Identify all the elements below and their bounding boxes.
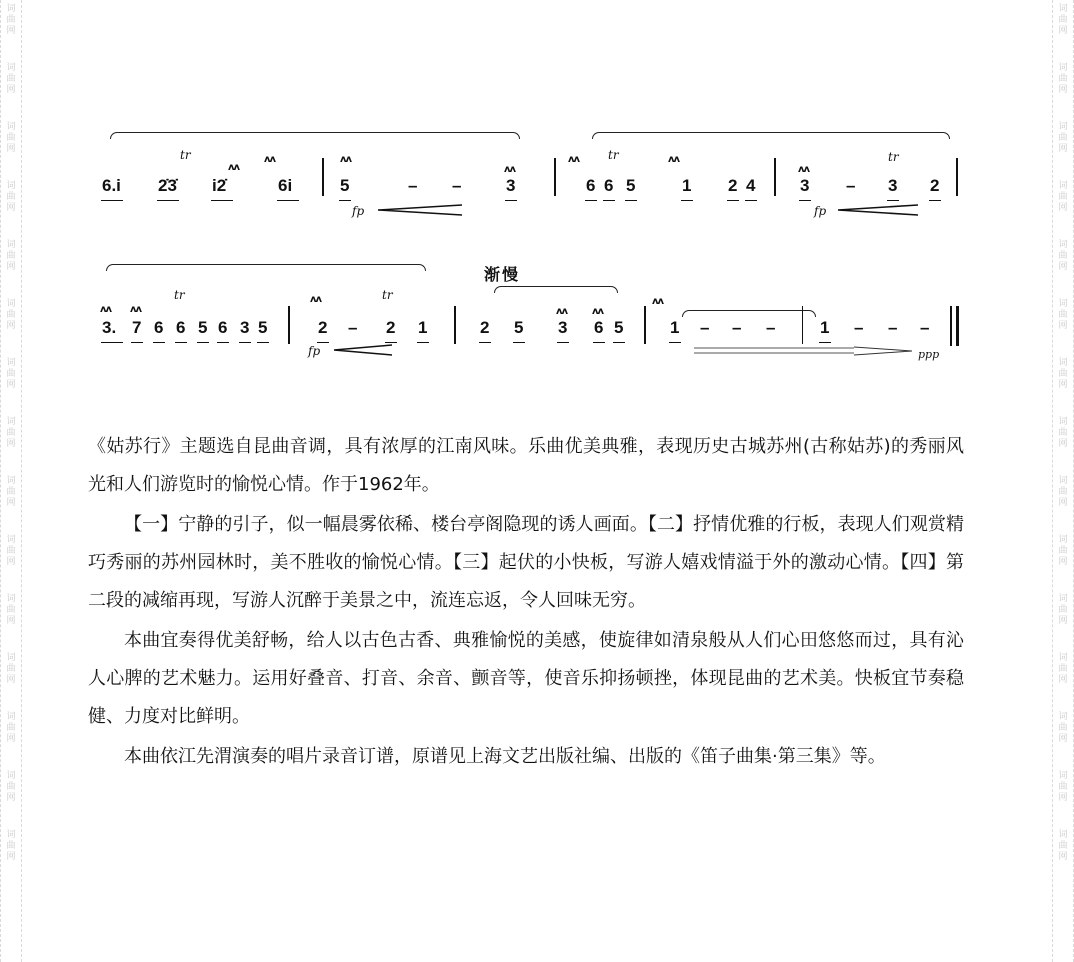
dynamic-fp: fp xyxy=(814,204,827,218)
note: 6 xyxy=(176,318,186,337)
watermark-mark: 词 曲 网 xyxy=(6,240,16,272)
beam-underline xyxy=(479,342,491,343)
description-text xyxy=(88,428,964,778)
beam-underline xyxy=(153,342,165,343)
beam-underline xyxy=(317,342,329,343)
note: 3 xyxy=(888,176,898,195)
note: – xyxy=(766,318,776,337)
note: 5 xyxy=(258,318,268,337)
left-watermark-strip xyxy=(0,0,22,962)
beam-underline xyxy=(819,342,831,343)
beam-underline xyxy=(417,342,429,343)
beam-underline xyxy=(613,342,625,343)
beam-underline xyxy=(603,200,615,201)
mordent-icon: ʌʌ xyxy=(130,304,142,315)
note: 5 xyxy=(198,318,208,337)
mordent-icon: ʌʌ xyxy=(264,154,276,165)
watermark-mark: 词 曲 网 xyxy=(1058,594,1068,626)
score-line-2 xyxy=(90,256,970,371)
trill-mark: tr xyxy=(888,150,899,164)
note: 3. xyxy=(102,318,117,337)
note: 6.i xyxy=(102,176,121,195)
watermark-mark: 词 曲 网 xyxy=(1058,712,1068,744)
note: 6 xyxy=(154,318,164,337)
paragraph-source: 本曲依江先渭演奏的唱片录音订谱，原谱见上海文艺出版社编、出版的《笛子曲集·第三集》等。 xyxy=(124,746,886,767)
note: 6 xyxy=(604,176,614,195)
note: 2̇3̇ xyxy=(158,176,177,195)
note: 2 xyxy=(728,176,738,195)
note: 6 xyxy=(586,176,596,195)
bar-line xyxy=(644,306,646,344)
watermark-mark: 词 曲 网 xyxy=(1058,830,1068,862)
note: 3 xyxy=(800,176,810,195)
note: – xyxy=(920,318,930,337)
trill-mark: tr xyxy=(180,148,191,162)
mordent-icon: ʌʌ xyxy=(310,294,322,305)
phrase-slur xyxy=(106,264,426,271)
watermark-mark: 词 曲 网 xyxy=(6,181,16,213)
beam-underline xyxy=(197,342,209,343)
note: 5 xyxy=(614,318,624,337)
note: 7 xyxy=(132,318,142,337)
note: 3 xyxy=(558,318,568,337)
beam-underline xyxy=(101,200,123,201)
note: 2 xyxy=(318,318,328,337)
watermark-mark: 词 曲 网 xyxy=(6,417,16,449)
score-line-1 xyxy=(90,126,970,221)
bar-line xyxy=(554,158,556,196)
trill-mark: tr xyxy=(174,288,185,302)
beam-underline xyxy=(669,342,681,343)
watermark-mark: 词 曲 网 xyxy=(1058,4,1068,36)
watermark-mark: 词 曲 网 xyxy=(1058,771,1068,803)
note: 5 xyxy=(626,176,636,195)
phrase-slur xyxy=(110,132,520,139)
beam-underline xyxy=(887,200,899,201)
mordent-icon: ʌʌ xyxy=(568,154,580,165)
watermark-mark: 词 曲 网 xyxy=(1058,358,1068,390)
watermark-mark: 词 曲 网 xyxy=(6,594,16,626)
watermark-mark: 词 曲 网 xyxy=(6,535,16,567)
trill-mark: tr xyxy=(608,148,619,162)
mordent-icon: ʌʌ xyxy=(592,306,604,317)
note: – xyxy=(348,318,358,337)
beam-underline xyxy=(257,342,269,343)
watermark-mark: 词 曲 网 xyxy=(1058,535,1068,567)
mordent-icon: ʌʌ xyxy=(798,164,810,175)
crescendo-hairpin xyxy=(378,204,462,216)
note: 6 xyxy=(218,318,228,337)
beam-underline xyxy=(585,200,597,201)
crescendo-hairpin xyxy=(838,204,918,216)
note: 2 xyxy=(480,318,490,337)
final-bar-line xyxy=(956,306,959,346)
watermark-mark: 词 曲 网 xyxy=(1058,181,1068,213)
beam-underline xyxy=(131,342,143,343)
watermark-mark: 词 曲 网 xyxy=(6,653,16,685)
beam-underline xyxy=(505,200,517,201)
phrase-slur xyxy=(494,286,618,293)
mordent-icon: ʌʌ xyxy=(556,306,568,317)
beam-underline xyxy=(727,200,739,201)
note: – xyxy=(408,176,418,195)
decrescendo-hairpin xyxy=(694,346,914,356)
mordent-icon: ʌʌ xyxy=(652,296,664,307)
trill-mark: tr xyxy=(382,288,393,302)
note: 2 xyxy=(930,176,940,195)
beam-underline xyxy=(557,342,569,343)
note: 1 xyxy=(820,318,830,337)
watermark-mark: 词 曲 网 xyxy=(6,830,16,862)
watermark-mark: 词 曲 网 xyxy=(1058,417,1068,449)
dynamic-fp: fp xyxy=(352,204,365,218)
note: – xyxy=(700,318,710,337)
paragraph-intro: 《姑苏行》主题选自昆曲音调，具有浓厚的江南风味。乐曲优美典雅，表现历史古城苏州(古称姑苏)的秀丽风光和人们游览时的愉悦心情。作于1962年。 xyxy=(88,436,964,495)
beam-underline xyxy=(217,342,229,343)
beam-underline xyxy=(175,342,187,343)
mordent-icon: ʌʌ xyxy=(340,154,352,165)
watermark-mark: 词 曲 网 xyxy=(1058,240,1068,272)
watermark-mark: 词 曲 网 xyxy=(6,358,16,390)
note: – xyxy=(854,318,864,337)
mordent-icon: ʌʌ xyxy=(228,162,240,173)
note: 1 xyxy=(418,318,428,337)
watermark-mark: 词 曲 网 xyxy=(6,4,16,36)
watermark-mark: 词 曲 网 xyxy=(6,122,16,154)
dynamic-ppp: ppp xyxy=(918,348,940,361)
note: 1 xyxy=(670,318,680,337)
watermark-mark: 词 曲 网 xyxy=(1058,476,1068,508)
final-bar-line xyxy=(950,306,952,346)
note: 6 xyxy=(594,318,604,337)
note: 6i xyxy=(278,176,293,195)
paragraph-sections: 【一】宁静的引子，似一幅晨雾依稀、楼台亭阁隐现的诱人画面。【二】抒情优雅的行板，表现人们观赏精巧秀丽的苏州园林时，美不胜收的愉悦心情。【三】起伏的小快板，写游人嬉戏情溢于外的激动心情。【四】第二段的减缩再现，写游人沉醉于美景之中，流连忘返，令人回味无穷。 xyxy=(88,514,964,611)
note: 1 xyxy=(682,176,692,195)
bar-line xyxy=(454,306,456,344)
beam-underline xyxy=(929,200,941,201)
beam-underline xyxy=(239,342,251,343)
crescendo-hairpin xyxy=(334,344,392,356)
note: – xyxy=(846,176,856,195)
beam-underline xyxy=(799,200,811,201)
watermark-mark: 词 曲 网 xyxy=(6,476,16,508)
bar-line xyxy=(322,158,324,196)
phrase-slur xyxy=(592,132,950,139)
watermark-mark: 词 曲 网 xyxy=(6,771,16,803)
note: 3 xyxy=(240,318,250,337)
watermark-mark: 词 曲 网 xyxy=(1058,299,1068,331)
watermark-mark: 词 曲 网 xyxy=(6,63,16,95)
beam-underline xyxy=(385,342,397,343)
note: 3 xyxy=(506,176,516,195)
watermark-mark: 词 曲 网 xyxy=(1058,653,1068,685)
watermark-mark: 词 曲 网 xyxy=(6,299,16,331)
beam-underline xyxy=(593,342,605,343)
note: 4 xyxy=(746,176,756,195)
note: – xyxy=(732,318,742,337)
bar-line xyxy=(956,158,958,196)
note: i2̇ xyxy=(212,176,227,195)
watermark-mark: 词 曲 网 xyxy=(1058,122,1068,154)
mordent-icon: ʌʌ xyxy=(100,304,112,315)
tie-slur xyxy=(682,310,816,317)
beam-underline xyxy=(157,200,179,201)
paragraph-performance: 本曲宜奏得优美舒畅，给人以古色古香、典雅愉悦的美感，使旋律如清泉般从人们心田悠悠而过，具有沁人心脾的艺术魅力。运用好叠音、打音、余音、颤音等，使音乐抑扬顿挫，体现昆曲的艺术美。快板宜节奏稳健、力度对比鲜明。 xyxy=(88,630,964,727)
beam-underline xyxy=(681,200,693,201)
beam-underline xyxy=(339,200,351,201)
right-watermark-strip xyxy=(1052,0,1074,962)
note: 2 xyxy=(386,318,396,337)
bar-line xyxy=(774,158,776,196)
tempo-marking: 渐慢 xyxy=(484,265,521,284)
bar-line xyxy=(802,306,803,344)
beam-underline xyxy=(745,200,757,201)
beam-underline xyxy=(211,200,233,201)
watermark-mark: 词 曲 网 xyxy=(6,712,16,744)
note: – xyxy=(452,176,462,195)
mordent-icon: ʌʌ xyxy=(668,154,680,165)
beam-underline xyxy=(625,200,637,201)
beam-underline xyxy=(101,342,123,343)
note: 5 xyxy=(514,318,524,337)
mordent-icon: ʌʌ xyxy=(504,164,516,175)
beam-underline xyxy=(513,342,525,343)
watermark-mark: 词 曲 网 xyxy=(1058,63,1068,95)
note: 5 xyxy=(340,176,350,195)
note: – xyxy=(888,318,898,337)
bar-line xyxy=(288,306,290,344)
beam-underline xyxy=(277,200,299,201)
dynamic-fp: fp xyxy=(308,344,321,358)
